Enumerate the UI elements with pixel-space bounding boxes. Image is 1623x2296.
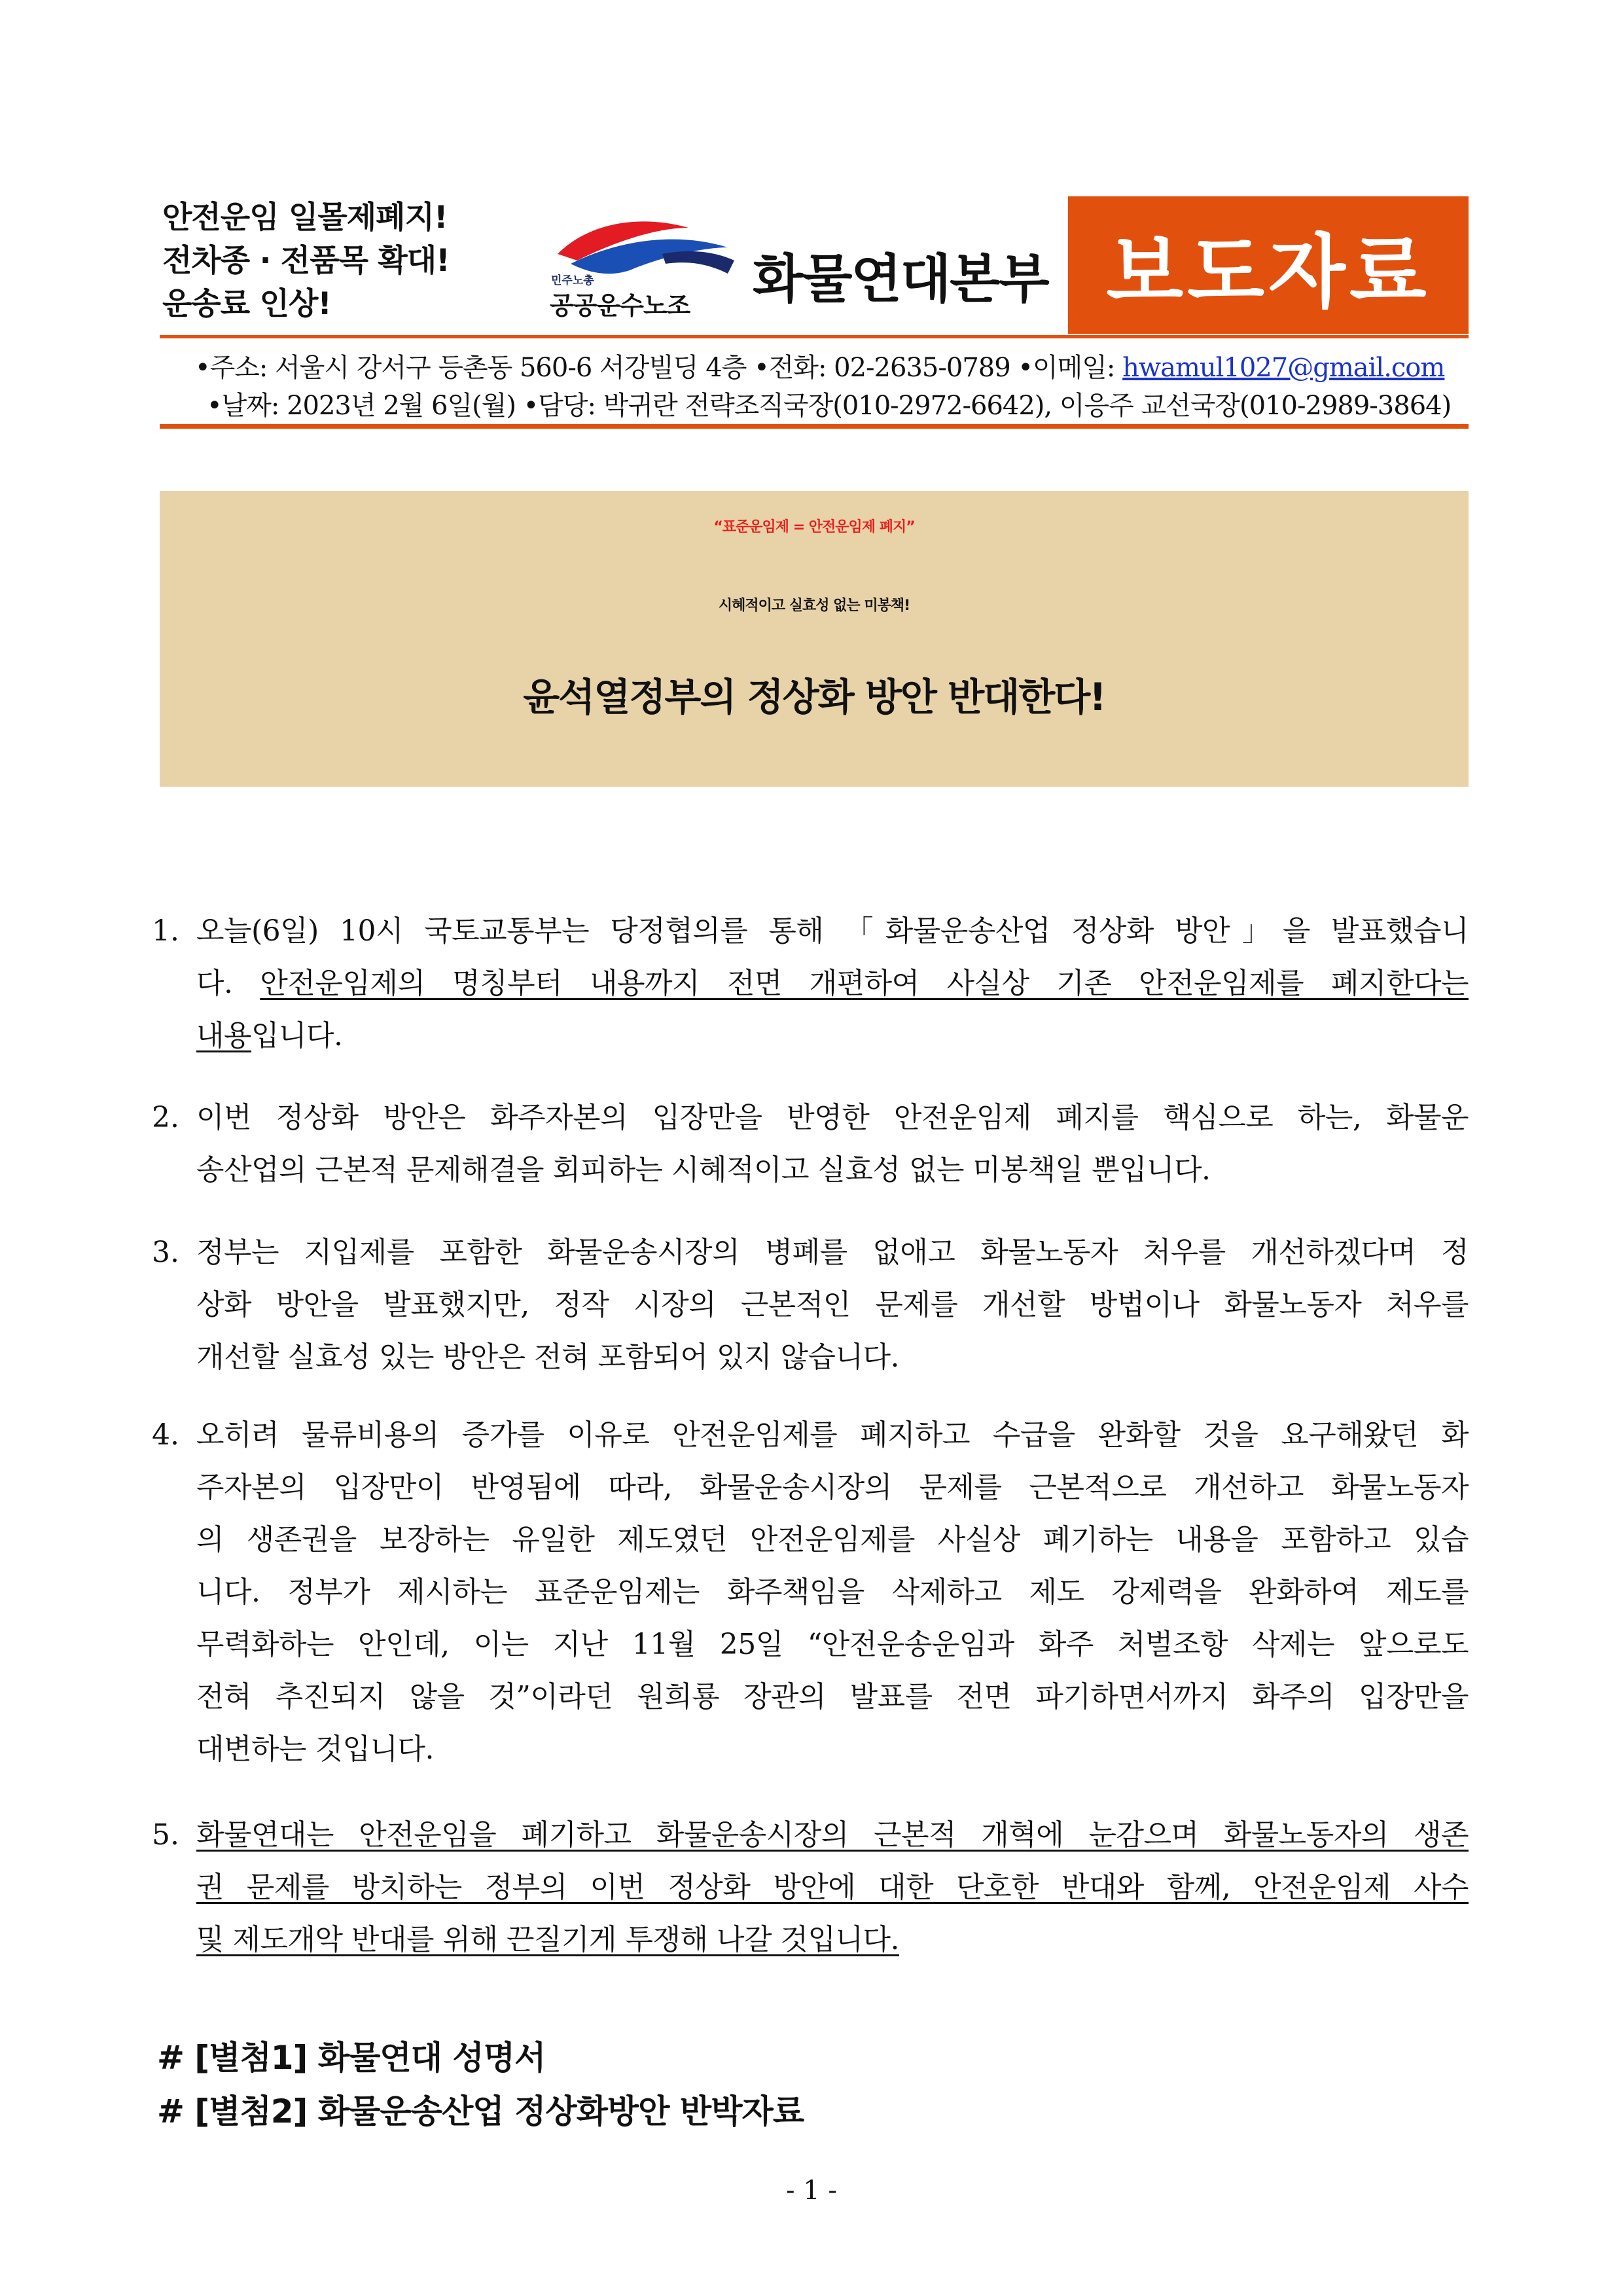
paragraph-line: 무력화하는 안인데, 이는 지난 11월 25일 “안전운송운임과 화주 처벌조항 삭제는 앞으로도 (196, 1628, 1469, 1661)
underlined-text: 내용 (196, 1019, 252, 1052)
paragraph-line: 화물연대는 안전운임을 폐기하고 화물운송시장의 근본적 개혁에 눈감으며 화물노동자의 생존 (196, 1818, 1469, 1852)
page-number: - 1 - (786, 2176, 837, 2206)
paragraph-line: 대변하는 것입니다. (196, 1732, 435, 1766)
paragraph-line: 이번 정상화 방안은 화주자본의 입장만을 반영한 안전운임제 폐지를 핵심으로 하는, 화물운 (196, 1101, 1469, 1134)
headline-quote: “표준운임제 = 안전운임제 폐지” (713, 519, 915, 535)
logo-main-text: 공공운수노조 (550, 291, 690, 320)
date-contact-line: •날짜: 2023년 2월 6일(월) •담당: 박귀란 전략조직국장(010-2972-6642), 이응주 교선국장(010-2989-3864) (207, 391, 1452, 421)
paragraph-line: 권 문제를 방치하는 정부의 이번 정상화 방안에 대한 단호한 반대와 함께, 안전운임제 사수 (196, 1871, 1469, 1904)
paragraph-line: 전혀 추진되지 않을 것”이라던 원희룡 장관의 발표를 전면 파기하면서까지 화주의 입장만을 (196, 1680, 1469, 1713)
paragraph-number: 3. (152, 1236, 179, 1269)
press-release-badge (1068, 196, 1469, 334)
headline-main: 윤석열정부의 정상화 방안 반대한다! (523, 675, 1105, 719)
headline-box (160, 491, 1469, 787)
paragraph-number: 5. (152, 1818, 179, 1852)
paragraph-line: 송산업의 근본적 문제해결을 회피하는 시혜적이고 실효성 없는 미봉책일 뿐입니다. (196, 1153, 1211, 1187)
paragraph-line: 니다. 정부가 제시하는 표준운임제는 화주책임을 삭제하고 제도 강제력을 완화하여 제도를 (196, 1575, 1469, 1609)
paragraph-text: 다. (196, 967, 260, 1000)
paragraph-line (196, 1010, 1469, 1062)
contact-info-line (195, 347, 1444, 384)
headline-subtitle: 시혜적이고 실효성 없는 미봉책! (718, 598, 910, 614)
paragraph-number: 1. (152, 914, 179, 948)
attachment-item: # [별첨1] 화물연대 성명서 (157, 2039, 546, 2077)
paragraph-text: 입니다. (251, 1019, 343, 1052)
organization-name: 화물연대본부 (753, 249, 1048, 310)
press-release-label: 보도자료 (1106, 225, 1431, 319)
union-logo (531, 208, 754, 320)
slogan-line: 전차종 · 전품목 확대! (162, 243, 450, 279)
slogan-block (162, 196, 503, 326)
paragraph-number: 2. (152, 1101, 179, 1134)
paragraph-line (196, 958, 1469, 1010)
header-divider-top (160, 335, 1469, 338)
underlined-text: 및 제도개악 반대를 위해 끈질기게 투쟁해 나갈 것입니다. (196, 1923, 899, 1956)
paragraph-line: 상화 방안을 발표했지만, 정작 시장의 근본적인 문제를 개선할 방법이나 화물노동자 처우를 (196, 1288, 1469, 1321)
paragraph-line: 개선할 실효성 있는 방안은 전혀 포함되어 있지 않습니다. (196, 1340, 899, 1374)
paragraph-line (196, 1914, 1469, 1966)
paragraph-line: 주자본의 입장만이 반영됨에 따라, 화물운송시장의 문제를 근본적으로 개선하고 화물노동자 (196, 1471, 1469, 1504)
paragraph-line: 오히려 물류비용의 증가를 이유로 안전운임제를 폐지하고 수급을 완화할 것을 요구해왔던 화 (196, 1418, 1469, 1452)
contact-address-phone: •주소: 서울시 강서구 등촌동 560-6 서강빌딩 4층 •전화: 02-2635-0789 •이메일: (195, 353, 1123, 383)
email-link[interactable]: hwamul1027@gmail.com (1122, 353, 1445, 383)
slogan-line: 운송료 인상! (162, 286, 331, 322)
logo-small-text: 민주노총 (551, 274, 594, 287)
paragraph-line: 의 생존권을 보장하는 유일한 제도였던 안전운임제를 사실상 폐기하는 내용을 포함하고 있습 (196, 1523, 1469, 1556)
header-divider-bottom (160, 424, 1469, 429)
paragraph-line: 오늘(6일) 10시 국토교통부는 당정협의를 통해 「화물운송산업 정상화 방안」을 발표했습니 (196, 914, 1469, 948)
paragraph-line: 정부는 지입제를 포함한 화물운송시장의 병폐를 없애고 화물노동자 처우를 개선하겠다며 정 (196, 1236, 1469, 1269)
attachment-item: # [별첨2] 화물운송산업 정상화방안 반박자료 (157, 2092, 804, 2130)
slogan-line: 안전운임 일몰제폐지! (162, 200, 448, 236)
paragraph-number: 4. (152, 1418, 179, 1452)
underlined-text: 안전운임제의 명칭부터 내용까지 전면 개편하여 사실상 기존 안전운임제를 폐지한다는 (260, 967, 1469, 1000)
